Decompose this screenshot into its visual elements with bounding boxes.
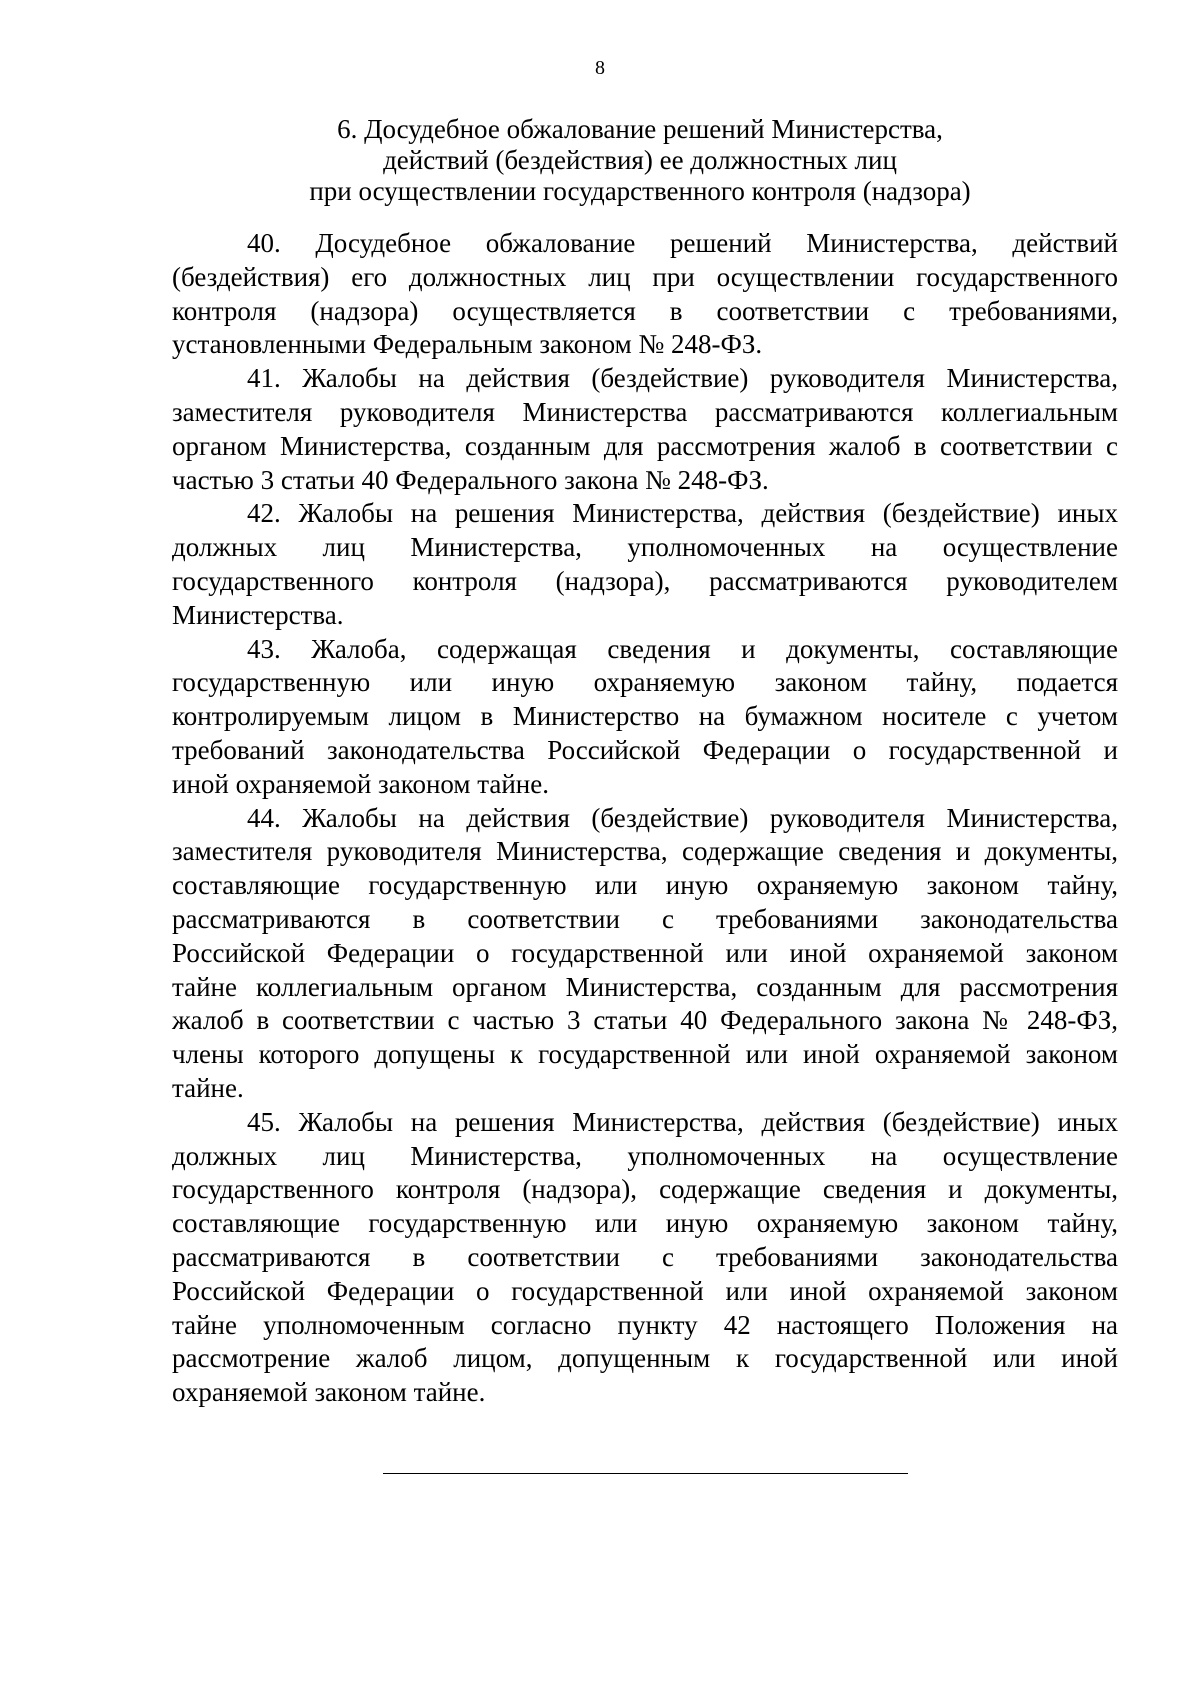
paragraph-line: государственного контроля (надзора), рассматриваются руководителем [172, 565, 1118, 596]
paragraph-line: установленными Федеральным законом № 248-ФЗ. [172, 329, 763, 360]
paragraph-line: тайне коллегиальным органом Министерства, созданным для рассмотрения [172, 971, 1118, 1002]
paragraph-line: (бездействия) его должностных лиц при осуществлении государственного [172, 261, 1118, 292]
paragraph-item [172, 802, 1118, 1106]
paragraph-line: 43. Жалоба, содержащая сведения и документы, составляющие [247, 633, 1118, 664]
paragraph-line: Российской Федерации о государственной или иной охраняемой законом [172, 1275, 1118, 1306]
paragraph-line: заместителя руководителя Министерства, содержащие сведения и документы, [172, 836, 1118, 867]
section-heading-line: 6. Досудебное обжалование решений Министерства, [337, 114, 943, 144]
paragraph-line: контролируемым лицом в Министерство на бумажном носителе с учетом [172, 701, 1118, 732]
paragraph-line: Министерства. [172, 599, 344, 630]
paragraph-item [172, 362, 1118, 497]
paragraph-line: 44. Жалобы на действия (бездействие) руководителя Министерства, [247, 802, 1118, 833]
paragraph-line: рассмотрение жалоб лицом, допущенным к государственной или иной [172, 1343, 1118, 1374]
paragraph-line: заместителя руководителя Министерства рассматриваются коллегиальным [172, 396, 1118, 427]
paragraph-line: жалоб в соответствии с частью 3 статьи 40 Федерального закона № 248-ФЗ, [172, 1005, 1118, 1036]
section-heading-line: при осуществлении государственного контроля (надзора) [309, 176, 971, 206]
section-heading [160, 114, 1120, 207]
paragraph-line: органом Министерства, созданным для рассмотрения жалоб в соответствии с [172, 430, 1118, 461]
paragraph-line: составляющие государственную или иную охраняемую законом тайну, [172, 1208, 1118, 1239]
paragraph-line: частью 3 статьи 40 Федерального закона № 248-ФЗ. [172, 464, 769, 495]
paragraph-item [172, 633, 1118, 802]
paragraph-line: тайне. [172, 1072, 244, 1103]
paragraph-line: требований законодательства Российской Федерации о государственной и [172, 734, 1118, 765]
paragraph-item [172, 1106, 1118, 1410]
paragraph-line: должных лиц Министерства, уполномоченных на осуществление [172, 532, 1118, 563]
paragraph-line: охраняемой законом тайне. [172, 1377, 486, 1408]
paragraph-item [172, 497, 1118, 632]
paragraph-line: 41. Жалобы на действия (бездействие) руководителя Министерства, [247, 363, 1118, 394]
paragraph-line: 45. Жалобы на решения Министерства, действия (бездействие) иных [247, 1106, 1118, 1137]
paragraph-line: иной охраняемой законом тайне. [172, 768, 549, 799]
paragraph-line: Российской Федерации о государственной или иной охраняемой законом [172, 937, 1118, 968]
paragraph-line: рассматриваются в соответствии с требованиями законодательства [172, 903, 1118, 934]
paragraph-line: тайне уполномоченным согласно пункту 42 настоящего Положения на [172, 1309, 1118, 1340]
paragraph-line: рассматриваются в соответствии с требованиями законодательства [172, 1241, 1118, 1272]
document-body [172, 227, 1118, 1410]
paragraph-line: составляющие государственную или иную охраняемую законом тайну, [172, 870, 1118, 901]
page-number: 8 [595, 57, 605, 79]
paragraph-line: 42. Жалобы на решения Министерства, действия (бездействие) иных [247, 498, 1118, 529]
paragraph-line: члены которого допущены к государственной или иной охраняемой законом [172, 1039, 1118, 1070]
paragraph-item [172, 227, 1118, 362]
end-of-document-rule [383, 1473, 908, 1474]
paragraph-line: контроля (надзора) осуществляется в соответствии с требованиями, [172, 295, 1118, 326]
paragraph-line: 40. Досудебное обжалование решений Министерства, действий [247, 228, 1118, 258]
paragraph-line: должных лиц Министерства, уполномоченных на осуществление [172, 1140, 1118, 1171]
paragraph-line: государственную или иную охраняемую законом тайну, подается [172, 667, 1118, 698]
paragraph-line: государственного контроля (надзора), содержащие сведения и документы, [172, 1174, 1118, 1205]
section-heading-line: действий (бездействия) ее должностных лиц [383, 145, 897, 175]
